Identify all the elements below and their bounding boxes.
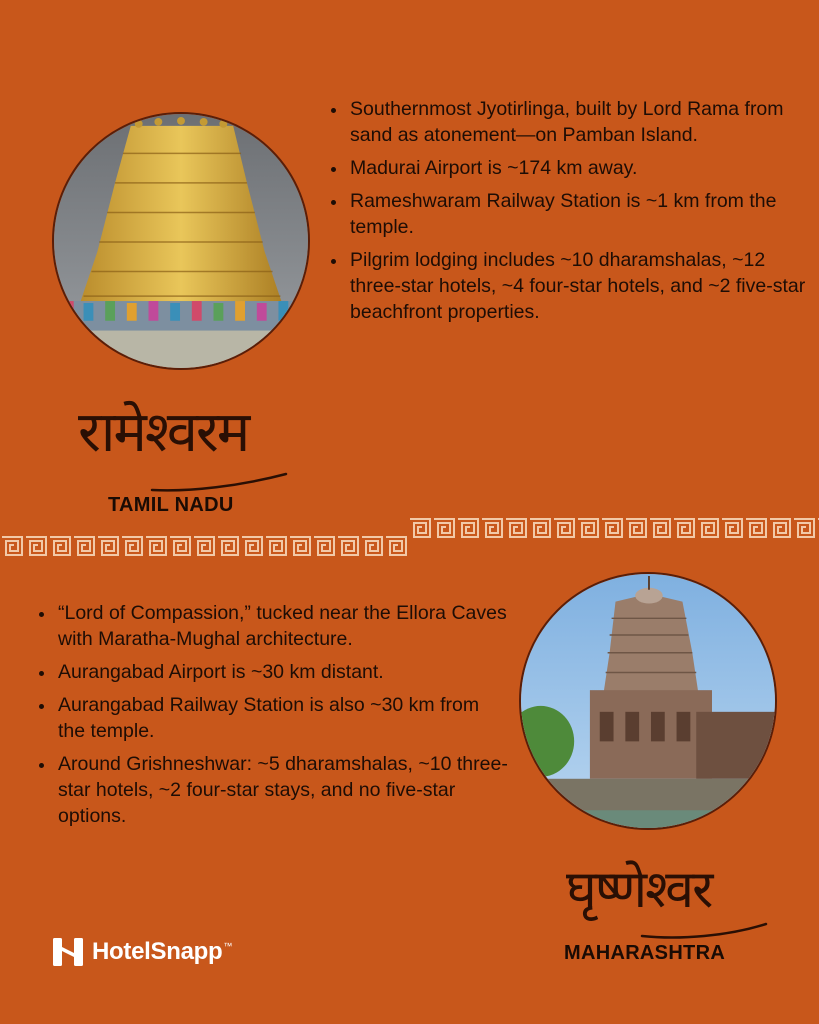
- list-item: • Pilgrim lodging includes ~10 dharamshalas, ~12 three-star hotels, ~4 four-star hotels, and ~2 five-star beachfront properties.: [348, 247, 808, 325]
- list-item: • Madurai Airport is ~174 km away.: [348, 155, 808, 181]
- brand-name: HotelSnapp: [92, 938, 223, 965]
- rameshwaram-script-title: रामेश्वरम: [78, 400, 249, 465]
- list-item: • Aurangabad Railway Station is also ~30 km from the temple.: [56, 692, 508, 744]
- hotelsnapp-logo[interactable]: [52, 937, 232, 967]
- swash-decoration: [640, 918, 770, 942]
- list-item: • Around Grishneshwar: ~5 dharamshalas, ~10 three-star hotels, ~2 four-star stays, and no five-star options.: [56, 751, 508, 829]
- grishneshwar-facts-list: [30, 600, 508, 836]
- list-item: • Rameshwaram Railway Station is ~1 km from the temple.: [348, 188, 808, 240]
- state-label-tamil-nadu: TAMIL NADU: [108, 494, 234, 516]
- list-item: • Aurangabad Airport is ~30 km distant.: [56, 659, 508, 685]
- trademark-symbol: ™: [223, 941, 233, 951]
- list-item: • Southernmost Jyotirlinga, built by Lord Rama from sand as atonement—on Pamban Island.: [348, 96, 808, 148]
- grishneshwar-script-title: घृष्णेश्वर: [566, 860, 712, 920]
- state-label-maharashtra: MAHARASHTRA: [564, 942, 726, 964]
- list-item: • “Lord of Compassion,” tucked near the Ellora Caves with Maratha-Mughal architecture.: [56, 600, 508, 652]
- greek-key-divider-left: [0, 535, 408, 557]
- swash-decoration: [150, 470, 290, 494]
- hotelsnapp-logo-icon: [52, 937, 84, 967]
- grishneshwar-temple-image: [519, 572, 777, 830]
- rameshwaram-facts-list: [322, 96, 808, 332]
- rameshwaram-temple-image: [52, 112, 310, 370]
- greek-key-divider-right: [408, 517, 819, 539]
